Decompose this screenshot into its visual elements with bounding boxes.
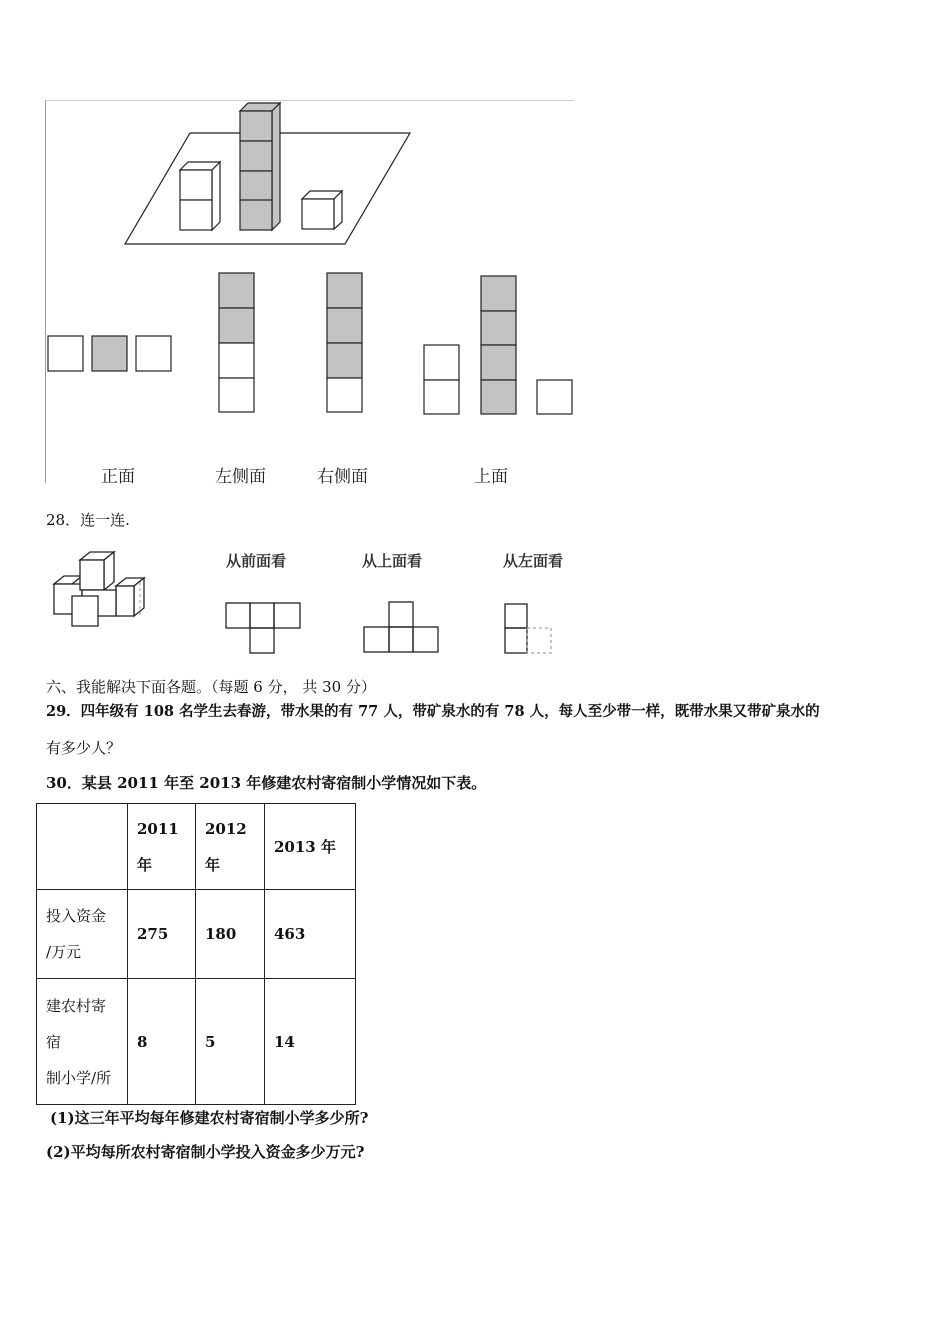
q30-intro: 30．某县 2011 年至 2013 年修建农村寄宿制小学情况如下表。 [46,774,487,792]
view-label-front: 从前面看 [226,552,287,570]
section6-heading: 六、我能解决下面各题。（每题 6 分， 共 30 分） [46,678,376,696]
top-view-shape [364,602,438,652]
cell-funding-2013: 463 [265,890,356,979]
q29-line1: 29．四年级有 108 名学生去春游，带水果的有 77 人，带矿泉水的有 78 人，每人至少带一样，既带水果又带矿泉水的 [46,703,820,720]
cell-schools-2012: 5 [196,979,265,1105]
cell-schools-2013: 14 [265,979,356,1105]
caption-right-side: 右侧面 [317,467,368,487]
cell-funding-2012: 180 [196,890,265,979]
caption-front: 正面 [101,467,135,487]
table-corner [37,804,128,890]
q29-line2: 有多少人？ [46,739,122,757]
row-label-funding: 投入资金 /万元 [37,890,128,979]
view-label-top: 从上面看 [362,552,423,570]
table-row [37,979,356,1105]
cell-funding-2011: 275 [128,890,196,979]
q30-sub1: (1)这三年平均每年修建农村寄宿制小学多少所? [50,1109,369,1127]
cell-schools-2011: 8 [128,979,196,1105]
view-label-left: 从左面看 [503,552,564,570]
table-row [37,890,356,979]
caption-top: 上面 [474,467,508,487]
left-view-shape [505,604,527,653]
q28-title: 28．连一连. [46,511,130,529]
header-2012: 2012 年 [196,804,265,890]
header-2011: 2011 年 [128,804,196,890]
q30-sub2: (2)平均每所农村寄宿制小学投入资金多少万元? [46,1143,365,1161]
table-row [37,804,356,890]
header-2013: 2013 年 [265,804,356,890]
school-data-table [36,803,356,1105]
caption-left-side: 左侧面 [215,467,266,487]
row-label-schools: 建农村寄 宿 制小学/所 [37,979,128,1105]
front-view-t-shape [226,603,300,653]
